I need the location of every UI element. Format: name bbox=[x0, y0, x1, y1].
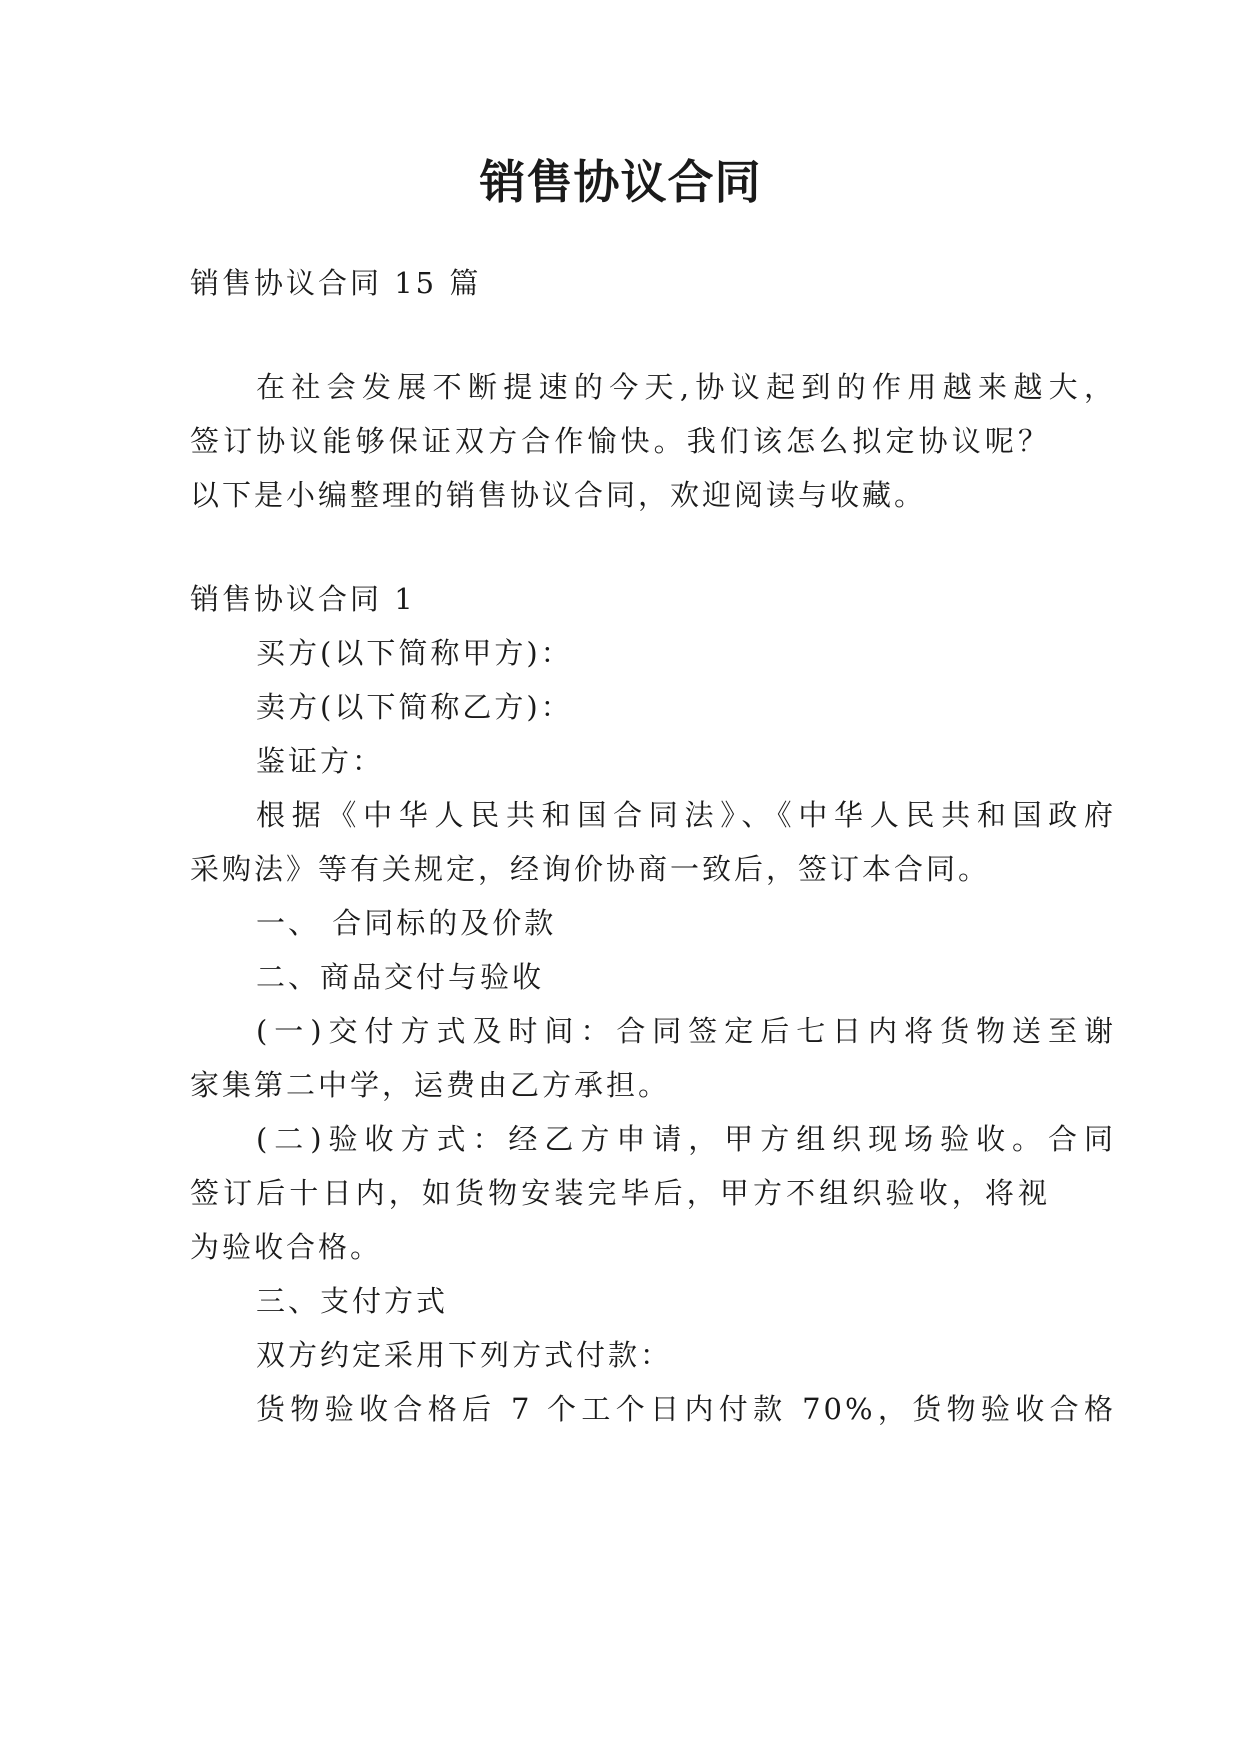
contract-line: (二)验收方式：经乙方申请，甲方组织现场验收。合同 bbox=[256, 1122, 1116, 1156]
document-subtitle: 销售协议合同 15 篇 bbox=[190, 266, 482, 300]
contract-line: 根据《中华人民共和国合同法》、《中华人民共和国政府 bbox=[256, 798, 1116, 832]
contract-line: 双方约定采用下列方式付款： bbox=[256, 1338, 673, 1372]
document-title: 销售协议合同 bbox=[479, 155, 762, 209]
intro-line: 以下是小编整理的销售协议合同，欢迎阅读与收藏。 bbox=[190, 478, 927, 512]
contract-line: 三、支付方式 bbox=[256, 1284, 449, 1318]
contract-line: 二、商品交付与验收 bbox=[256, 960, 545, 994]
section-heading: 销售协议合同 1 bbox=[190, 582, 416, 616]
intro-line: 签订协议能够保证双方合作愉快。我们该怎么拟定协议呢？ bbox=[190, 424, 1050, 458]
contract-line: 卖方(以下简称乙方)： bbox=[256, 690, 573, 724]
contract-line: 一、 合同标的及价款 bbox=[256, 906, 557, 940]
contract-line: 鉴证方： bbox=[256, 744, 385, 778]
intro-line: 在社会发展不断提速的今天,协议起到的作用越来越大， bbox=[256, 370, 1116, 404]
contract-line: 签订后十日内，如货物安装完毕后，甲方不组织验收，将视 bbox=[190, 1176, 1050, 1210]
contract-line: 货物验收合格后 7 个工个日内付款 70%，货物验收合格 bbox=[256, 1392, 1116, 1426]
contract-line: 为验收合格。 bbox=[190, 1230, 383, 1264]
contract-line: (一)交付方式及时间：合同签定后七日内将货物送至谢 bbox=[256, 1014, 1116, 1048]
contract-line: 家集第二中学，运费由乙方承担。 bbox=[190, 1068, 671, 1102]
contract-line: 采购法》等有关规定，经询价协商一致后，签订本合同。 bbox=[190, 852, 991, 886]
contract-line: 买方(以下简称甲方)： bbox=[256, 636, 573, 670]
